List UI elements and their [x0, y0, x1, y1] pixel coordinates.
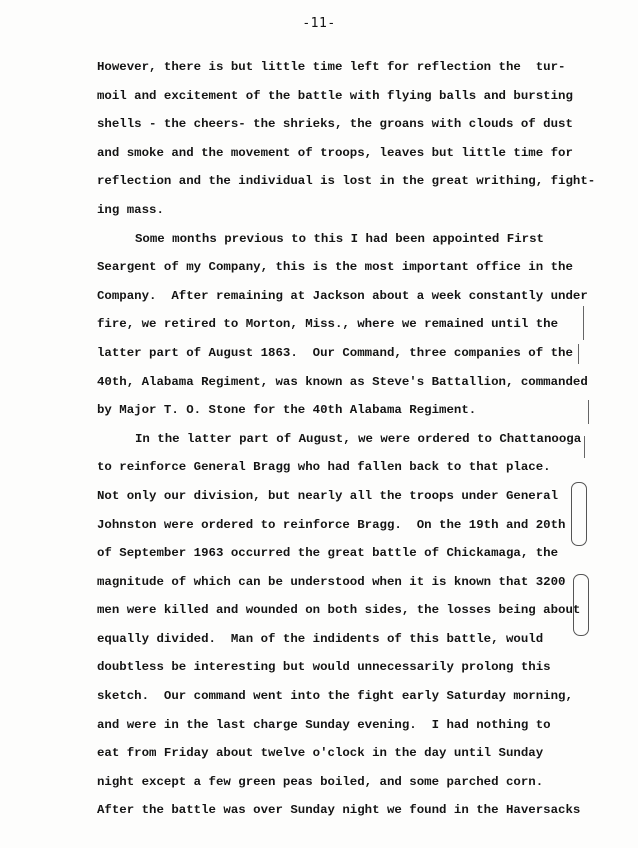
text-line: doubtless be interesting but would unnecessarily prolong this [97, 660, 551, 675]
text-line: sketch. Our command went into the fight early Saturday morning, [97, 689, 573, 704]
paragraph-start-line: In the latter part of August, we were ordered to Chattanooga [135, 431, 582, 446]
body-text [97, 57, 602, 829]
text-line: Not only our division, but nearly all the troops under General [97, 488, 559, 503]
text-line: shells - the cheers- the shrieks, the groans with clouds of dust [97, 117, 573, 132]
text-line: of September 1963 occurred the great battle of Chickamaga, the [97, 546, 559, 561]
text-line: moil and excitement of the battle with flying balls and bursting [97, 88, 573, 103]
text-line: by Major T. O. Stone for the 40th Alabama Regiment. [97, 403, 477, 418]
scan-mark [588, 400, 589, 424]
page-number: -11- [302, 16, 336, 31]
text-line: magnitude of which can be understood when it is known that 3200 [97, 574, 566, 589]
text-line: After the battle was over Sunday night we found in the Haversacks [97, 803, 581, 818]
text-line: Company. After remaining at Jackson about a week constantly under [97, 288, 588, 303]
text-line: reflection and the individual is lost in the great writhing, fight- [97, 174, 596, 189]
text-line: Seargent of my Company, this is the most important office in the [97, 260, 573, 275]
scan-mark [584, 436, 585, 458]
text-line: eat from Friday about twelve o'clock in the day until Sunday [97, 746, 544, 761]
text-line: 40th, Alabama Regiment, was known as Steve's Battallion, commanded [97, 374, 588, 389]
text-line: Johnston were ordered to reinforce Bragg. On the 19th and 20th [97, 517, 566, 532]
text-line: and were in the last charge Sunday evening. I had nothing to [97, 717, 551, 732]
paper-clip-mark [571, 482, 587, 546]
text-line: and smoke and the movement of troops, leaves but little time for [97, 145, 573, 160]
text-line: fire, we retired to Morton, Miss., where we remained until the [97, 317, 559, 332]
text-line: to reinforce General Bragg who had fallen back to that place. [97, 460, 551, 475]
scan-mark [578, 344, 579, 364]
text-line: night except a few green peas boiled, and some parched corn. [97, 774, 544, 789]
paragraph-start-line: Some months previous to this I had been appointed First [135, 231, 544, 246]
text-line: equally divided. Man of the indidents of this battle, would [97, 631, 544, 646]
text-line: latter part of August 1863. Our Command, three companies of the [97, 345, 573, 360]
text-line: However, there is but little time left for reflection the tur- [97, 60, 566, 74]
paper-clip-mark [573, 574, 589, 636]
text-line: men were killed and wounded on both sides, the losses being about [97, 603, 581, 618]
text-line: ing mass. [97, 202, 164, 217]
scan-mark [583, 306, 584, 340]
